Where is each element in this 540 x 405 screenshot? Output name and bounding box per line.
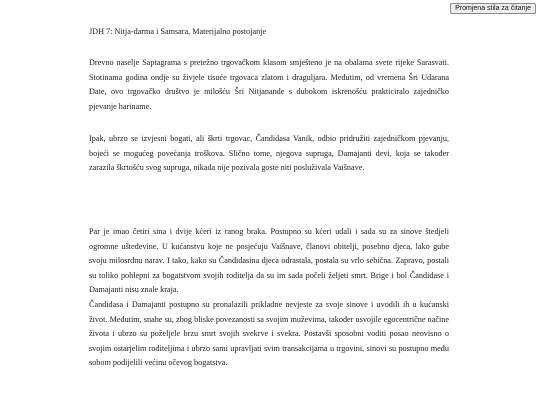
- paragraph: Drevno naselje Saptagrama s pretežno trgovačkom klasom smješteno je na obalama svete rijeke Sarasvati. Stotinama godina ondje su živjele tisuće trgovaca zlatom i draguljara. Međutim, od vremena Šri Udarana Date, ovo trgovačko društvo je milošću Šri Nitjanande s dubokom iskrenošću prakticiralo zajedničko pjevanje hariname.: [89, 58, 449, 111]
- paragraph: Čandidasa i Damajanti postupno su pronalazili prikladne nevjeste za svoje sinove i uvodili ih u kućanski život. Međutim, snahe su, zbog bliske povezanosti sa svojim muževima, također usvojile egocentrične načine života i ubrzo su poželjele brzu smrt svojih svekrve i svekra. Postavši sposobni voditi posao neovisno o svojim ostarjelim roditeljima i ubrzo sami upravljati svim transakcijama u trgovini, sinovi su postupno među sobom podijelili većinu očevog bogatstva.: [89, 300, 449, 368]
- paragraph: Par je imao četiri sina i dvije kćeri iz ranog braka. Postupno su kćeri udali i sada su za sinove štedjeli ogromne uštedevine. U kućanstvu koje ne posjećuju Vaišnave, članovi obitelji, posebno djeca, lako gube svoju milosrdnu narav. I tako, kako su Čandidasina djeca odrastala, postala su vrlo sebična. Zapravo, postali su toliko pohlepni za bogatstvom svojih roditelja da su im sada počeli željeti smrt. Brige i bol Čandidase i Damajanti nisu znale kraja.: [89, 227, 449, 295]
- change-reading-style-button[interactable]: Promjena stila za čitanje: [450, 3, 536, 14]
- paragraph: Ipak, ubrzo se izvjesni bogati, ali škrti trgovac, Čandidasa Vanik, odbio pridružiti zajedničkom pjevanju, bojeći se mogućeg povećanja troškova. Slično tome, njegova supruga, Damajanti devi, koja se također zarazila škrtošću svog supruga, nikada nije pozivala goste niti posluživala Vaišnave.: [89, 134, 449, 173]
- chapter-title: JDH 7: Nitja-darma i Samsara, Materijalno postojanje: [89, 27, 267, 36]
